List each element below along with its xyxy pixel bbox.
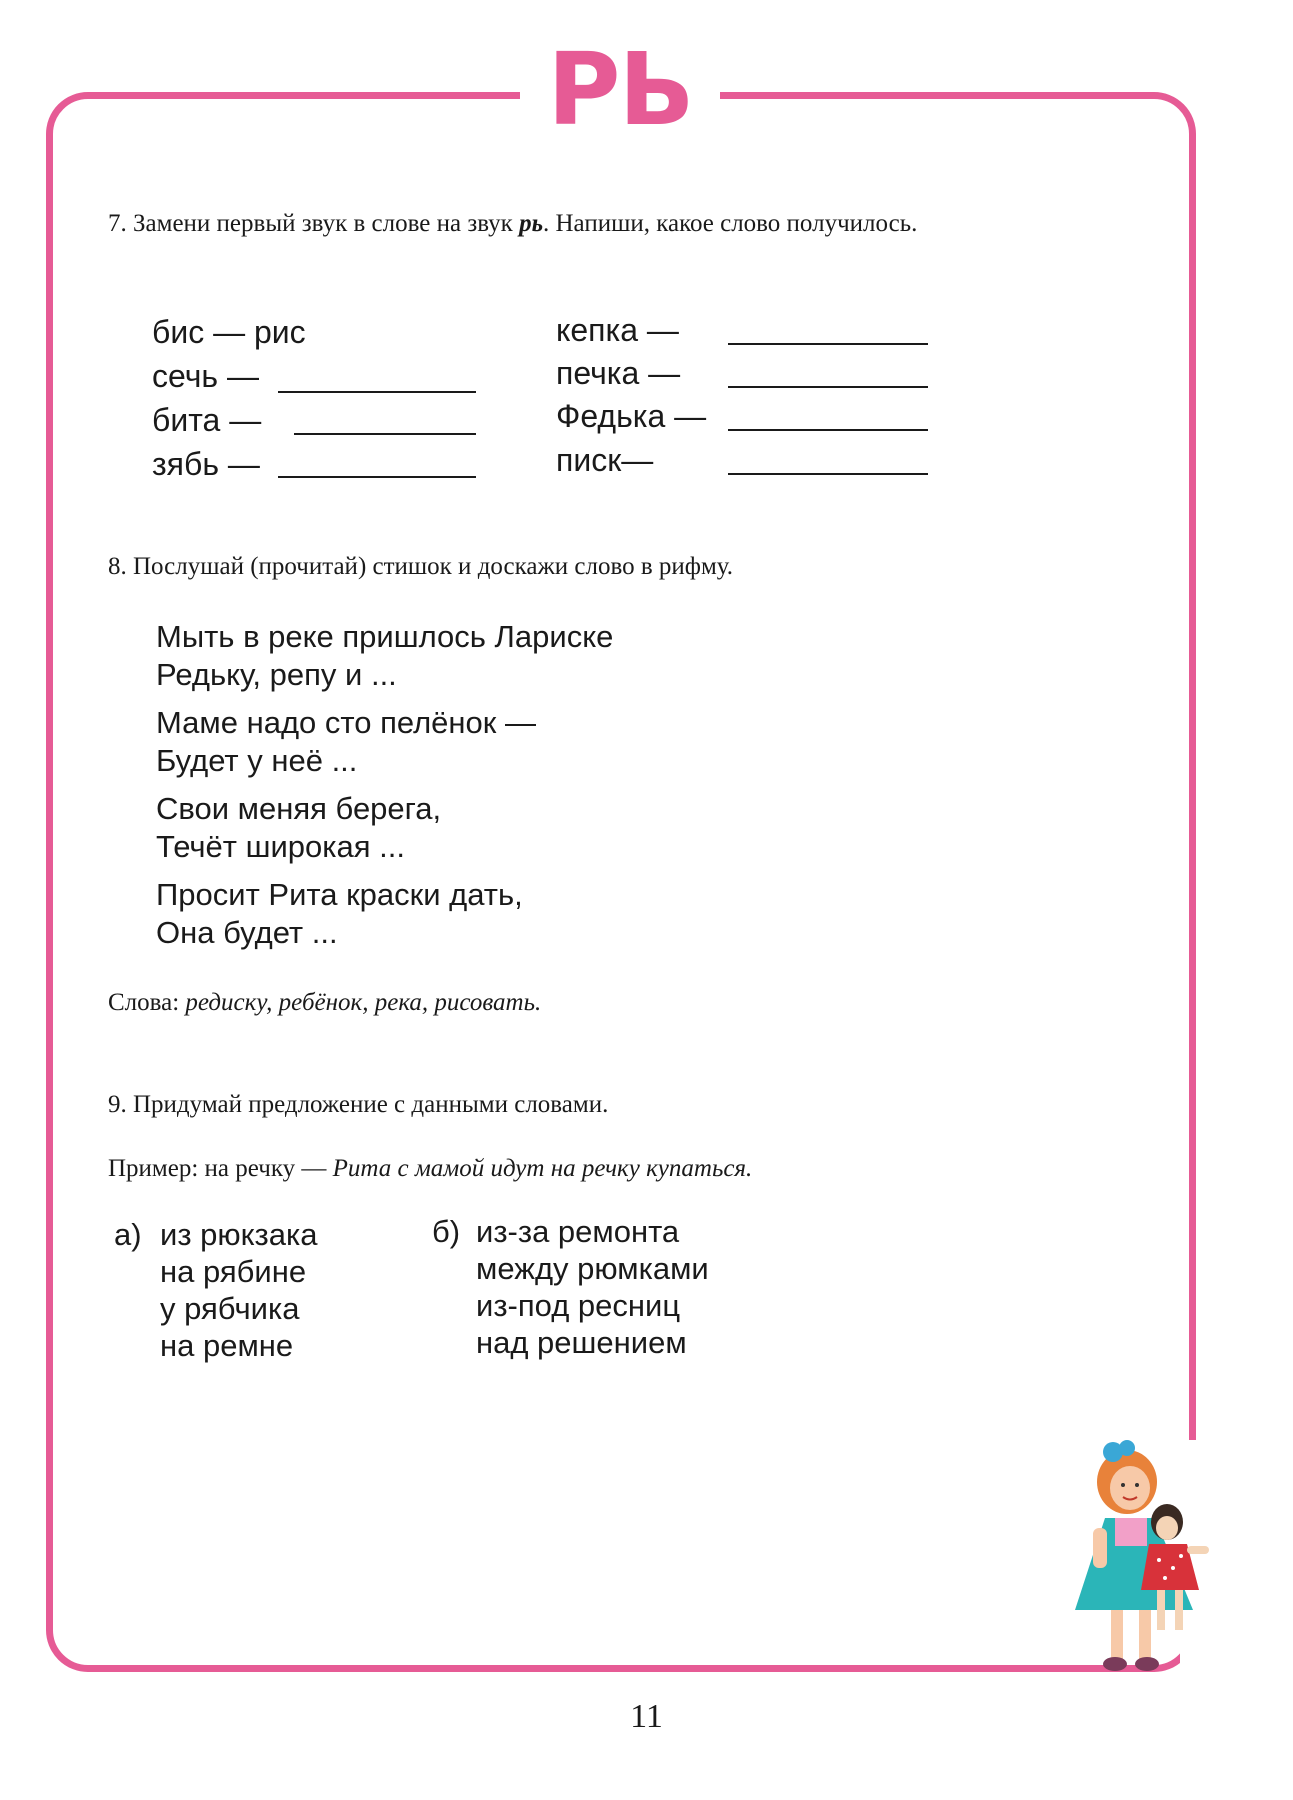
task-7-text-after: . Напиши, какое слово получилось. — [543, 210, 918, 237]
task-7-word-8: писк— — [556, 442, 654, 478]
girl-with-doll-illustration — [1075, 1440, 1225, 1680]
task-7-text-before: Замени первый звук в слове на звук — [133, 210, 513, 237]
answer-line[interactable] — [728, 473, 928, 475]
answer-line[interactable] — [294, 433, 476, 435]
list-a-item: из рюкзака — [160, 1217, 318, 1252]
task-8-words-list: редиску, ребёнок, река, рисовать. — [185, 989, 542, 1016]
answer-line[interactable] — [278, 476, 476, 478]
task-7-word-1: бис — рис — [152, 314, 306, 350]
poem-line: Просит Рита краски дать, — [156, 877, 523, 912]
answer-line[interactable] — [728, 429, 928, 431]
task-8-words — [108, 984, 1008, 1022]
task-7-word-2: сечь — — [152, 358, 259, 394]
task-8-text: Послушай (прочитай) стишок и доскажи слово в рифму. — [133, 553, 734, 580]
list-b-item: из-под ресниц — [476, 1288, 681, 1323]
task-7-word-6: печка — — [556, 355, 681, 391]
list-a-item: у рябчика — [160, 1291, 300, 1326]
poem-line: Она будет ... — [156, 915, 338, 950]
task-8-words-label: Слова: — [108, 989, 180, 1016]
task-9-number: 9. — [108, 1091, 127, 1118]
page-number: 11 — [630, 1698, 663, 1735]
list-a-marker: а) — [114, 1217, 142, 1252]
poem-line: Редьку, репу и ... — [156, 657, 397, 692]
answer-line[interactable] — [278, 391, 476, 393]
task-9-example-text: Рита с мамой идут на речку купаться. — [332, 1155, 753, 1182]
task-7-number: 7. — [108, 210, 127, 237]
task-8-number: 8. — [108, 553, 127, 580]
poem-line: Маме надо сто пелёнок — — [156, 705, 536, 740]
list-b-item: над решением — [476, 1325, 687, 1360]
list-b-item: между рюмками — [476, 1251, 709, 1286]
task-9-example-label: Пример: на речку — — [108, 1155, 327, 1182]
poem-line: Будет у неё ... — [156, 743, 358, 778]
poem-line: Свои меняя берега, — [156, 791, 442, 826]
page-title: РЬ — [520, 40, 720, 140]
task-7-word-5: кепка — — [556, 312, 679, 348]
task-7-word-4: зябь — — [152, 446, 260, 482]
task-7-word-3: бита — — [152, 402, 262, 438]
poem-line: Течёт широкая ... — [156, 829, 405, 864]
list-a-item: на рябине — [160, 1254, 307, 1289]
answer-line[interactable] — [728, 386, 928, 388]
task-7-sound: рь — [519, 210, 543, 237]
task-9-example — [108, 1150, 1008, 1188]
poem-line: Мыть в реке пришлось Лариске — [156, 619, 614, 654]
task-9-text: Придумай предложение с данными словами. — [133, 1091, 609, 1118]
task-9-instruction — [108, 1086, 1008, 1124]
list-b-marker: б) — [432, 1214, 461, 1249]
answer-line[interactable] — [728, 343, 928, 345]
task-7-word-7: Федька — — [556, 398, 707, 434]
task-8-instruction — [108, 548, 1008, 586]
task-7-instruction — [108, 205, 1008, 243]
list-b-item: из-за ремонта — [476, 1214, 680, 1249]
list-a-item: на ремне — [160, 1328, 294, 1363]
